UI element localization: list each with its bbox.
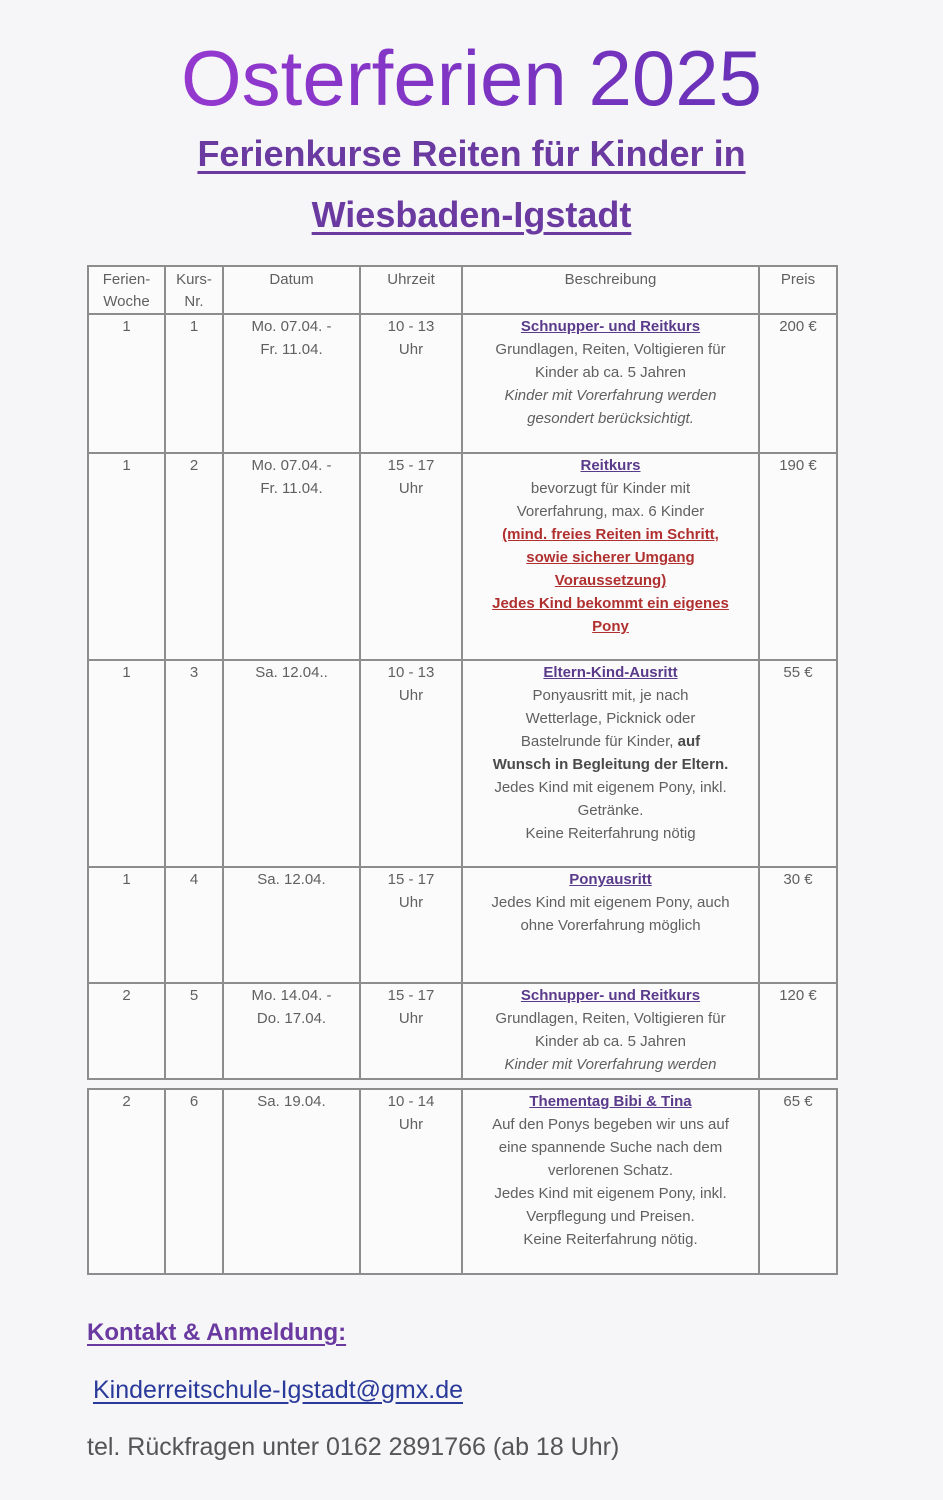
table-row	[88, 453, 837, 660]
cell-time: 10 - 14 Uhr	[360, 1089, 462, 1274]
course-title: Schnupper- und Reitkurs	[520, 987, 701, 1004]
cell-description: Schnupper- und Reitkurs Grundlagen, Reiten, Voltigieren für Kinder ab ca. 5 Jahren Kinder mit Vorerfahrung werden gesondert berücksichtigt.	[462, 314, 759, 453]
cell-week: 1	[88, 867, 165, 983]
course-title: Thementag Bibi & Tina	[529, 1093, 692, 1110]
cell-time: 15 - 17 Uhr	[360, 983, 462, 1079]
cell-time: 10 - 13 Uhr	[360, 660, 462, 867]
cell-description: Thementag Bibi & Tina Auf den Ponys begeben wir uns auf eine spannende Suche nach dem verlorenen Schatz. Jedes Kind mit eigenem Pony, inkl. Verpflegung und Preisen. Keine Reiterfahrung nötig.	[462, 1089, 759, 1274]
cell-nr: 1	[165, 314, 223, 453]
cell-week: 2	[88, 1089, 165, 1274]
cell-price: 65 €	[759, 1089, 837, 1274]
course-title: Ponyausritt	[569, 871, 652, 888]
subtitle-line-1: Ferienkurse Reiten für Kinder in	[197, 133, 746, 174]
cell-nr: 4	[165, 867, 223, 983]
cell-description: Eltern-Kind-Ausritt Ponyausritt mit, je nach Wetterlage, Picknick oder Bastelrunde für Kinder, auf Wunsch in Begleitung der Eltern. Jedes Kind mit eigenem Pony, inkl. Getränke. Keine Reiterfahrung nötig	[462, 660, 759, 867]
contact-email-link[interactable]: Kinderreitschule-Igstadt@gmx.de	[93, 1376, 463, 1404]
cell-date: Mo. 14.04. - Do. 17.04.	[223, 983, 360, 1079]
header-date: Datum	[223, 266, 360, 314]
page-title: Osterferien 2025	[0, 30, 943, 126]
course-title: Schnupper- und Reitkurs	[520, 318, 701, 335]
cell-date: Sa. 12.04.	[223, 867, 360, 983]
header-nr: Kurs- Nr.	[165, 266, 223, 314]
cell-date: Sa. 12.04..	[223, 660, 360, 867]
table-row	[88, 1089, 837, 1274]
header-time: Uhrzeit	[360, 266, 462, 314]
cell-price: 190 €	[759, 453, 837, 660]
course-table-continued	[87, 1088, 838, 1275]
cell-price: 30 €	[759, 867, 837, 983]
cell-description: Reitkurs bevorzugt für Kinder mit Vorerfahrung, max. 6 Kinder (mind. freies Reiten im Schritt, sowie sicherer Umgang Voraussetzung) Jedes Kind bekommt ein eigenes Pony	[462, 453, 759, 660]
cell-date: Mo. 07.04. - Fr. 11.04.	[223, 314, 360, 453]
subtitle-line-2: Wiesbaden-Igstadt	[311, 194, 632, 235]
contact-phone: tel. Rückfragen unter 0162 2891766 (ab 18 Uhr)	[87, 1433, 620, 1461]
cell-week: 1	[88, 453, 165, 660]
cell-time: 10 - 13 Uhr	[360, 314, 462, 453]
cell-week: 2	[88, 983, 165, 1079]
course-table	[87, 265, 838, 1080]
cell-price: 200 €	[759, 314, 837, 453]
table-row	[88, 314, 837, 453]
course-title: Reitkurs	[580, 457, 641, 474]
cell-nr: 6	[165, 1089, 223, 1274]
header-price: Preis	[759, 266, 837, 314]
table-row	[88, 660, 837, 867]
course-title: Eltern-Kind-Ausritt	[543, 664, 678, 681]
header-week: Ferien- Woche	[88, 266, 165, 314]
cell-date: Mo. 07.04. - Fr. 11.04.	[223, 453, 360, 660]
cell-description: Ponyausritt Jedes Kind mit eigenem Pony, auch ohne Vorerfahrung möglich	[462, 867, 759, 983]
cell-price: 55 €	[759, 660, 837, 867]
cell-nr: 5	[165, 983, 223, 1079]
cell-time: 15 - 17 Uhr	[360, 453, 462, 660]
table-header-row	[88, 266, 837, 314]
cell-price: 120 €	[759, 983, 837, 1079]
cell-description: Schnupper- und Reitkurs Grundlagen, Reiten, Voltigieren für Kinder ab ca. 5 Jahren Kinder mit Vorerfahrung werden	[462, 983, 759, 1079]
cell-nr: 3	[165, 660, 223, 867]
table-row	[88, 983, 837, 1079]
cell-time: 15 - 17 Uhr	[360, 867, 462, 983]
cell-week: 1	[88, 314, 165, 453]
header-description: Beschreibung	[462, 266, 759, 314]
table-row	[88, 867, 837, 983]
cell-week: 1	[88, 660, 165, 867]
cell-nr: 2	[165, 453, 223, 660]
cell-date: Sa. 19.04.	[223, 1089, 360, 1274]
contact-heading: Kontakt & Anmeldung:	[87, 1319, 347, 1346]
